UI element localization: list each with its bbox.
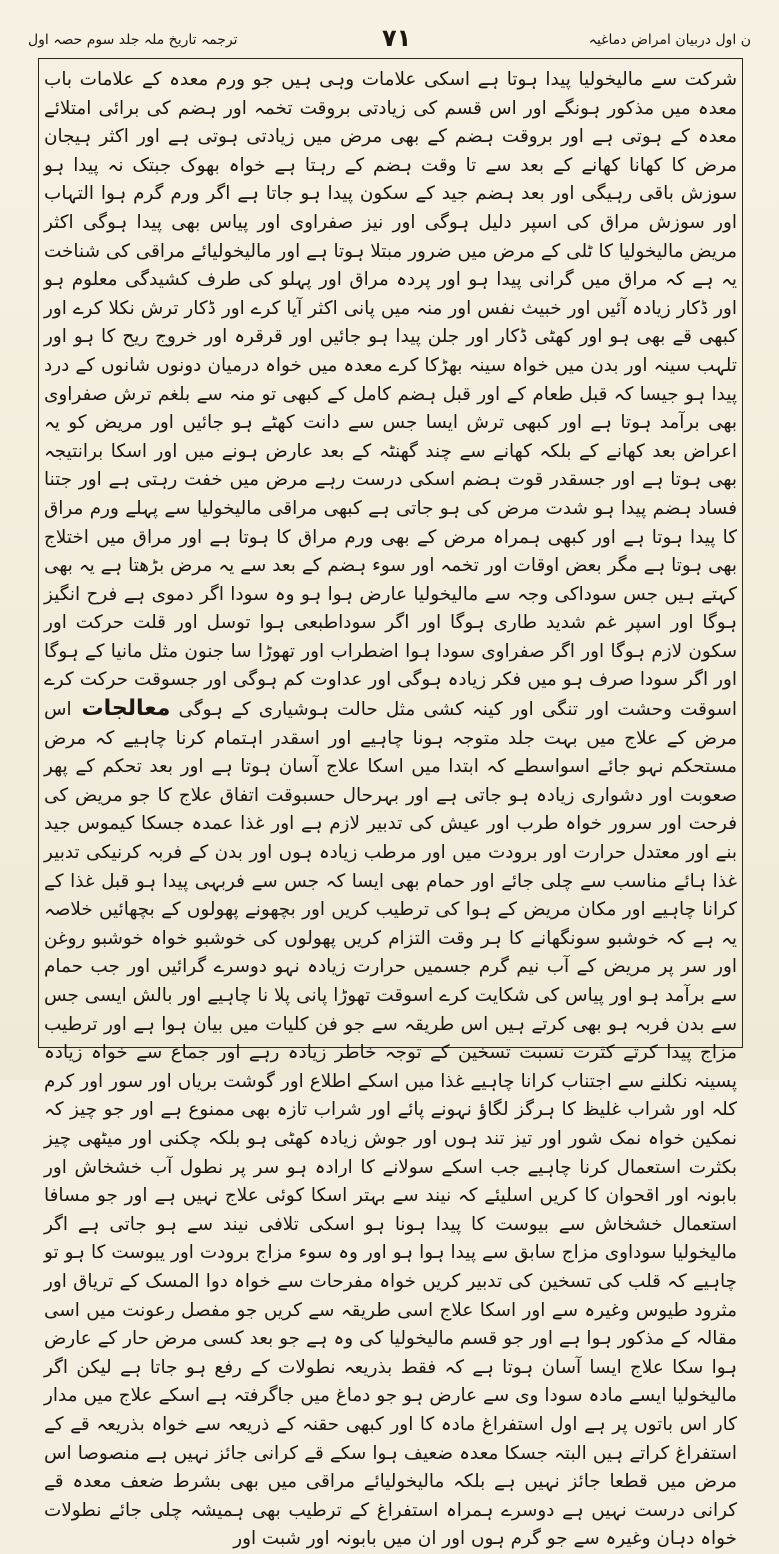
section-heading-treatment: معالجات bbox=[71, 696, 171, 722]
page-header bbox=[22, 22, 757, 58]
paragraph-symptoms: شرکت سے مالیخولیا پیدا ہوتا ہے اسکی علامات وہی ہیں جو ورم معدہ کے علامات باب معدہ میں مذکور ہونگے اور اس قسم کی زیادتی بروقت تخمہ اور ہضم کی برائی امتلائے معدہ کے ہوتی ہے اور بروقت ہضم کے بھی مرض میں زیادتی ہوتی ہے اور اکثر ہیجان مرض کا کھانا کھانے کے بعد سے تا وقت ہضم کے رہتا ہے خواہ بھوک جبتک نہ پیدا ہو سوزش باقی رہیگی اور بعد ہضم جید کے سکون پیدا ہو جاتا ہے اگر ورم گرم ہوا التہاب اور سوزش مراق کی اسپر دلیل ہوگی اور نیز صفراوی اور پیاس بھی پیدا ہوگی اکثر مریض مالیخولیا کا ٹلی کے مرض میں ضرور مبتلا ہوتا ہے اور مالیخولیائے مراقی کی شناخت یہ ہے کہ مراق میں گرانی پیدا ہو اور پردہ مراق اور پہلو کی طرف کشیدگی معلوم ہو اور ڈکار زیادہ آئیں اور خبیث نفس اور منہ میں پانی اکثر آیا کرے اور ڈکار ترش نکلا کرے اور کبھی قے بھی ہو اور کھٹی ڈکار اور جلن پیدا ہو جائیں اور قرقرہ اور خروج ریح کا ہو اور تلہب سینہ اور بدن میں خواہ سینہ بھڑکا کرے معدہ میں خواہ درمیان دونوں شانوں کے درد پیدا ہو جیسا کہ قبل طعام کے اور قبل ہضم کامل کے کبھی تو منہ سے بلغم ترش صفراوی بھی برآمد ہوتا ہے اور کبھی ترش ایسا جس سے دانت کھٹے ہو جائیں اور مریض کو یہ اعراض بعد کھانے کے بلکہ کھانے سے چند گھنٹہ کے بعد عارض ہونے میں اور اسکا برانتیجہ بھی ہوتا ہے اور جسقدر قوت ہضم اسکی درست رہے مرض میں خفت رہتی ہے اور جتنا فساد ہضم پیدا ہو شدت مرض کی ہو جاتی ہے کبھی مراقی مالیخولیا سے پہلے ورم مراق کا پیدا ہوتا ہے اور کبھی ہمراہ مرض کے بھی ورم مراق کا ہوتا ہے اور مراق میں اختلاج بھی ہوتا ہے مگر بعض اوقات اور تخمہ اور سوء ہضم کے بعد سے یہ مرض بڑھتا ہے یہ بھی کہتے ہیں جس سوداکی وجہ سے مالیخولیا عارض ہوا ہو وہ سودا اگر دموی ہے فرح انگیز ہوگا اور اسپر غم شدید طاری ہوگا اور اگر سوداطبعی ہوا توسل اور قلت حرکت اور سکون لازم ہوگا اور اگر صفراوی سودا ہوا اضطراب اور تھوڑا سا جنون مثل مانیا کے ہوگا اور اگر سودا صرف ہو میں فکر زیادہ ہوگی اور عداوت کم ہوگی اور جسوقت حرکت کرے اسوقت وحشت اور تنگی اور کینہ کشی مثل حالت ہوشیاری کے ہوگی bbox=[44, 69, 737, 721]
page-number: ۷۱ bbox=[382, 24, 412, 52]
chapter-title: ن اول دربیان امراض دماغیہ bbox=[588, 32, 751, 48]
paragraph-treatment: اس مرض کے علاج میں بہت جلد متوجہ ہونا چاہیے اور اسقدر اہتمام کرنا چاہیے کہ مرض مستحکم نہو جائے اسواسطے کہ ابتدا میں اسکا علاج آسان ہوتا ہے اور بعد تحکم کے پھر صعوبت اور دشواری زیادہ ہو جاتی ہے اور بہرحال حسبوقت اتفاق علاج کا جو مریض کی فرحت اور سرور خواہ طرب اور عیش کی تدبیر لازم ہے اور غذا عمدہ جسکا کیموس جید بنے اور معتدل حرارت اور برودت میں اور مرطب زیادہ ہوں اور بدن کے فربہ کرنیکی تدبیر غذا ہائے مناسب سے چلی جائے اور حمام بھی ایسا کہ جس سے فربہی پیدا ہو قبل غذا کے کرانا چاہیے اور مکان مریض کے ہوا کی ترطیب کریں اور بچھونے پھولوں کے بچھائیں خلاصہ یہ ہے کہ خوشبو سونگھانے کا ہر وقت التزام کریں پھولوں کی خوشبو خواہ خوشبو روغن اور سر پر مریض کے آب نیم گرم جسمیں حرارت زیادہ نہو دوسرے گرائیں اور جب حمام سے برآمد ہو اور پیاس کی شکایت کرے اسوقت تھوڑا پانی پلا نا چاہیے اور بالش ایسی جس سے بدن فربہ ہو بھی کرتے ہیں اس طریقہ سے جو فن کلیات میں بیان ہوا ہے اور ترطیب مزاج پیدا کرتے کثرت نسبت تسخین کے توجہ خاطر زیادہ رہے اور جماع سے خواہ زیادہ پسینہ نکلنے سے اجتناب کرانا چاہیے غذا میں اسکے اطلاع اور گوشت بریاں اور سور اور کرم کلہ اور شراب غلیظ کا ہرگز لگاؤ نہونے پائے اور شراب تازہ بھی ممنوع ہے اور جو چیز کہ نمکین خواہ نمک شور اور تیز تند ہوں اور جوش زیادہ کھٹی ہو بلکہ چکنی اور میٹھی چیز بکثرت استعمال کرنا چاہیے جب اسکے سولانے کا ارادہ ہو سر پر نطول آب خشخاش اور بابونہ اور اقحوان کا کریں اسلیئے کہ نیند سے بہتر اسکا کوئی علاج نہیں ہے اور جو مسافا استعمال خشخاش سے بیوست کا پیدا ہونا ہو اسکی تلافی نیند سے ہو جاتی ہے اگر مالیخولیا سوداوی مزاج سابق سے پیدا ہوا ہو اور وہ سوء مزاج برودت اور یبوست کا ہو تو چاہیے کہ قلب کی تسخین کی تدبیر کریں خواہ مفرحات سے خواہ دوا المسک کے تریاق اور مثرود طیوس وغیرہ سے اور اسکا علاج اسی طریقہ سے کریں جو مفصل رعونت میں اسی مقالہ کے مذکور ہوا ہے اور جو قسم مالیخولیا کی وہ ہے جو بعد کسی مرض حار کے عارض ہوا سکا علاج ایسا آسان ہوتا ہے کہ فقط بذریعہ نطولات کے رفع ہو جاتا ہے لیکن اگر مالیخولیا ایسے مادہ سودا وی سے عارض ہو جو دماغ میں جاگرفتہ ہے اسکے علاج میں مدار کار اس باتوں پر ہے اول استفراغ مادہ کا اور کبھی حقنہ کے ذریعہ سے خواہ بذریعہ قے کے استفراغ کراتے ہیں البتہ جسکا معدہ ضعیف ہوا سکے قے کرانی جائز نہیں ہے منصوصا اس مرض میں قطعا جائز نہیں ہے بلکہ مالیخولیائے مراقی میں بھی بشرط ضعف معدہ قے کرانی درست نہیں ہے دوسرے ہمراہ استفراغ کے ترطیب بھی ہمیشہ چلی جائے نطولات خواہ دہان وغیرہ سے جو گرم ہوں اور ان میں بابونہ اور شبت اور bbox=[44, 699, 737, 1550]
book-title: ترجمہ تاریخ ملہ جلد سوم حصہ اول bbox=[28, 32, 238, 48]
body-text bbox=[44, 66, 737, 1550]
